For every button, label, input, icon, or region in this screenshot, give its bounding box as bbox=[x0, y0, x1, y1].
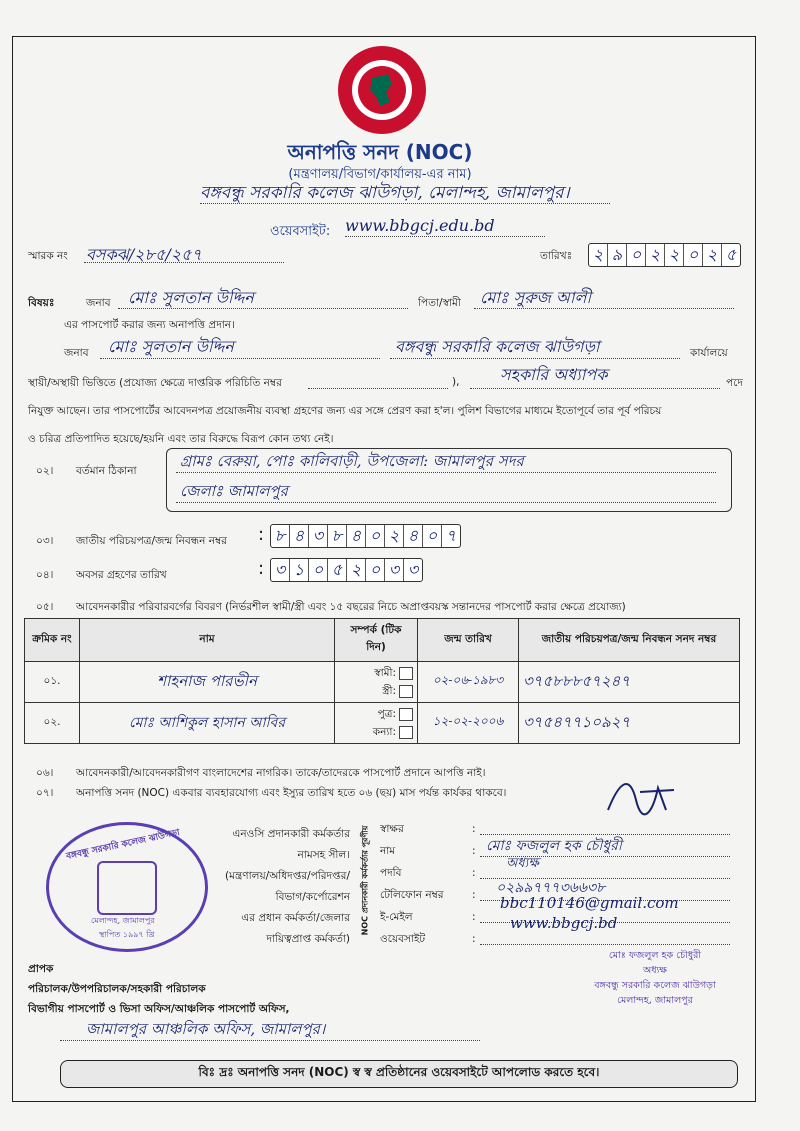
father-label: পিতা/স্বামী bbox=[418, 297, 461, 309]
digit-cell: ৭ bbox=[445, 525, 457, 545]
digit-cell: ৩ bbox=[385, 559, 404, 581]
digit-cell: ২ bbox=[665, 244, 684, 266]
field-label-email: ই-মেইল bbox=[380, 911, 413, 923]
seal-line: বঙ্গবন্ধু সরকারি কলেজ ঝাউগড়া bbox=[594, 980, 716, 991]
digit-cell: ১ bbox=[290, 559, 309, 581]
digit-cell: ৪ bbox=[404, 525, 423, 547]
body-paragraph-2: ও চরিত্র প্রতিপাদিত হয়েছে/হয়নি এবং তার বিরুদ্ধে বিরূপ কোন তথ্য নেই। bbox=[28, 433, 334, 445]
seal-line: মেলান্দহ, জামালপুর bbox=[617, 995, 693, 1006]
government-emblem-icon bbox=[336, 44, 428, 136]
subject-label: বিষয়ঃ bbox=[28, 297, 55, 309]
seal-line: অধ্যক্ষ bbox=[642, 965, 667, 976]
retire-digits bbox=[270, 558, 423, 582]
address-line-1: গ্রামঃ বেরুয়া, পোঃ কালিবাড়ী, উপজেলা: জামালপুর সদর bbox=[180, 452, 524, 470]
nid-label: জাতীয় পরিচয়পত্র/জন্ম নিবন্ধন নম্বর bbox=[76, 535, 227, 547]
row-name: মোঃ আশিকুল হাসান আবির bbox=[80, 703, 335, 744]
table-row bbox=[25, 662, 740, 703]
digit-cell: ০ bbox=[627, 244, 646, 266]
body-office: বঙ্গবন্ধু সরকারি কলেজ ঝাউগড়া bbox=[395, 337, 600, 356]
signatory-field-labels bbox=[380, 818, 444, 950]
left-line: বিভাগ/কর্পোরেশন bbox=[275, 891, 350, 903]
retire-colon: : bbox=[258, 558, 265, 579]
relation-checkbox[interactable] bbox=[399, 726, 413, 739]
col-relation: সম্পর্ক (টিক দিন) bbox=[335, 619, 418, 662]
item-05-number: ০৫। bbox=[36, 601, 54, 613]
table-row bbox=[25, 703, 740, 744]
left-line: এনওসি প্রদানকারী কর্মকর্তার bbox=[232, 828, 350, 840]
date-digits bbox=[588, 243, 741, 267]
nid-digits bbox=[270, 524, 461, 548]
digit-cell: ৩ bbox=[407, 559, 419, 579]
declaration-07: অনাপত্তি সনদ (NOC) একবার ব্যবহারযোগ্য এবং ইস্যুর তারিখ হতে ০৬ (ছয়) মাস পর্যন্ত কার্যকর থাকবে। bbox=[76, 787, 507, 799]
row-sl: ০২. bbox=[25, 703, 80, 744]
row-sl: ০১. bbox=[25, 662, 80, 703]
body-line2-prefix: স্থায়ী/অস্থায়ী ভিত্তিতে (প্রযোজ্য ক্ষেত্রে দাপ্তরিক পরিচিতি নম্বর bbox=[28, 377, 282, 389]
signatory-designation-value: অধ্যক্ষ bbox=[506, 856, 539, 871]
retire-label: অবসর গ্রহণের তারিখ bbox=[76, 569, 167, 581]
subject-janab: জনাব bbox=[86, 297, 111, 309]
stamp-year: স্থাপিত ১৯৯৭ খ্রি bbox=[99, 930, 155, 939]
digit-cell: ৩ bbox=[309, 525, 328, 547]
relation-checkbox[interactable] bbox=[399, 685, 413, 698]
signatory-email-value: bbc110146@gmail.com bbox=[500, 894, 679, 912]
digit-cell: ০ bbox=[309, 559, 328, 581]
row-dob: ১২-০২-২০০৬ bbox=[418, 703, 519, 744]
relation-label-1: স্বামী: bbox=[374, 667, 396, 679]
signatory-name-value: মোঃ ফজলুল হক চৌধুরী bbox=[486, 838, 622, 854]
nid-colon: : bbox=[258, 524, 265, 545]
item-03-number: ০৩। bbox=[36, 535, 54, 547]
subject-purpose: এর পাসপোর্ট করার জন্য অনাপত্তি প্রদান। bbox=[64, 319, 235, 331]
digit-cell: ০ bbox=[684, 244, 703, 266]
left-line: (মন্ত্রণালয়/অধিদপ্তর/পরিদপ্তর/ bbox=[225, 870, 350, 882]
body-office-suffix: কার্যালয়ে bbox=[690, 347, 728, 359]
relation-label-2: স্ত্রী: bbox=[382, 685, 396, 697]
emblem-text: গণপ্রজাতন্ত্রী বাংলাদেশ সরকার bbox=[346, 6, 359, 7]
row-nid: ৩৭৫৪৭৭১০৯২৭ bbox=[519, 703, 740, 744]
body-line2-mid: ), bbox=[452, 376, 460, 388]
body-name: মোঃ সুলতান উদ্দিন bbox=[108, 337, 234, 356]
left-line: দায়িত্বপ্রাপ্ত কর্মকর্তা) bbox=[266, 933, 350, 945]
col-nid: জাতীয় পরিচয়পত্র/জন্ম নিবন্ধন সনদ নম্বর bbox=[519, 619, 740, 662]
address-label: বর্তমান ঠিকানা bbox=[76, 465, 137, 477]
recipient-label: প্রাপক bbox=[28, 963, 54, 975]
digit-cell: ৮ bbox=[271, 525, 290, 547]
footer-note-text: বিঃ দ্রঃ অনাপত্তি সনদ (NOC) স্ব স্ব প্রতিষ্ঠানের ওয়েবসাইটে আপলোড করতে হবে। bbox=[198, 1065, 600, 1079]
seal-line: মোঃ ফজলুল হক চৌধুরী bbox=[608, 950, 702, 961]
digit-cell: ৪ bbox=[290, 525, 309, 547]
digit-cell: ২ bbox=[589, 244, 608, 266]
row-nid: ৩৭৫৮৮৮৫৭২৪৭ bbox=[519, 662, 740, 703]
digit-cell: ০ bbox=[366, 559, 385, 581]
document-subtitle: (মন্ত্রণালয়/বিভাগ/কার্যালয়-এর নাম) bbox=[288, 167, 472, 182]
digit-cell: ৫ bbox=[328, 559, 347, 581]
digit-cell: ০ bbox=[423, 525, 442, 547]
document-title: অনাপত্তি সনদ (NOC) bbox=[287, 140, 473, 164]
item-02-number: ০২। bbox=[36, 465, 54, 477]
digit-cell: ২ bbox=[347, 559, 366, 581]
body-paragraph: নিযুক্ত আছেন। তার পাসপোর্টের আবেদনপত্র প্রয়োজনীয় ব্যবস্থা গ্রহণের জন্য এর সঙ্গে প্রেরণ করা হ'ল। পুলিশ বিভাগের মাধ্যমে ইতোপূর্বে তার পূর্ব পরিচয় bbox=[28, 405, 662, 417]
office-name-handwritten: বঙ্গবন্ধু সরকারি কলেজ ঝাউগড়া, মেলান্দহ, জামালপুর। bbox=[200, 183, 570, 203]
signatory-colons: : : : : : : bbox=[472, 823, 476, 945]
digit-cell: ৩ bbox=[271, 559, 290, 581]
digit-cell: ০ bbox=[366, 525, 385, 547]
subject-name: মোঃ সুলতান উদ্দিন bbox=[128, 288, 254, 307]
signatory-website-value: www.bbgcj.bd bbox=[510, 914, 618, 932]
field-label-name: নাম bbox=[380, 845, 396, 857]
signature-icon bbox=[600, 770, 680, 820]
official-seal bbox=[560, 948, 750, 1008]
relation-label-1: পুত্র: bbox=[377, 708, 396, 720]
row-relation bbox=[335, 703, 418, 744]
stamp-text: বঙ্গবন্ধু সরকারি কলেজ ঝাউগড়া bbox=[65, 828, 181, 862]
item-06-number: ০৬। bbox=[36, 767, 54, 779]
col-sl: ক্রমিক নং bbox=[25, 619, 80, 662]
website-value: www.bbgcj.edu.bd bbox=[345, 216, 495, 235]
vertical-label-container bbox=[356, 810, 370, 950]
footer-note bbox=[60, 1060, 738, 1088]
body-line2-suffix: পদে bbox=[726, 377, 743, 389]
father-name: মোঃ সুরুজ আলী bbox=[480, 288, 592, 307]
family-table bbox=[24, 618, 740, 744]
stamp-book-icon bbox=[97, 861, 157, 915]
digit-cell: ২ bbox=[385, 525, 404, 547]
row-relation bbox=[335, 662, 418, 703]
digit-cell: ২ bbox=[646, 244, 665, 266]
col-name: নাম bbox=[80, 619, 335, 662]
field-label-designation: পদবি bbox=[380, 867, 402, 879]
address-line-2: জেলাঃ জামালপুর bbox=[180, 482, 288, 500]
body-janab: জনাব bbox=[64, 347, 89, 359]
declaration-06: আবেদনকারী/আবেদনকারীগণ বাংলাদেশের নাগরিক। তাকে/তাদেরকে পাসপোর্ট প্রদানে আপত্তি নাই। bbox=[76, 767, 486, 779]
recipient-line-2: বিভাগীয় পাসপোর্ট ও ভিসা অফিস/আঞ্চলিক পাসপোর্ট অফিস, bbox=[28, 1003, 290, 1015]
date-label: তারিখঃ bbox=[540, 250, 573, 262]
left-line: এর প্রধান কর্মকর্তা/জেলার bbox=[241, 912, 350, 924]
row-name: শাহনাজ পারভীন bbox=[80, 662, 335, 703]
digit-cell: ৪ bbox=[347, 525, 366, 547]
item-04-number: ০৪। bbox=[36, 569, 54, 581]
digit-cell: ৫ bbox=[725, 244, 737, 264]
vertical-label: NOC প্রদানকারী কর্মকর্তার পূরণীয় bbox=[360, 825, 370, 936]
website-label: ওয়েবসাইট: bbox=[270, 224, 331, 239]
signatory-phone-value: ০২৯৯৭৭৭৩৬৬৩৮ bbox=[496, 880, 606, 896]
relation-checkbox[interactable] bbox=[399, 667, 413, 680]
digit-cell: ২ bbox=[703, 244, 722, 266]
memo-value: বসকঝ/২৮৫/২৫৭ bbox=[86, 245, 202, 264]
digit-cell: ৮ bbox=[328, 525, 347, 547]
family-label: আবেদনকারীর পরিবারবর্গের বিবরণ (নির্ভরশীল স্বামী/স্ত্রী এবং ১৫ বছরের নিচে অপ্রাপ্তবয়স্ক সন্তানদের পাসপোর্ট করার ক্ষেত্রে প্রযোজ্য) bbox=[76, 601, 626, 613]
left-line: নামসহ সীল। bbox=[297, 849, 350, 861]
relation-label-2: কন্যা: bbox=[372, 726, 396, 738]
field-label-signature: স্বাক্ষর bbox=[380, 823, 404, 835]
relation-checkbox[interactable] bbox=[399, 708, 413, 721]
col-dob: জন্ম তারিখ bbox=[418, 619, 519, 662]
field-label-website: ওয়েবসাইট bbox=[380, 933, 426, 945]
college-round-stamp bbox=[46, 822, 208, 952]
stamp-sub: মেলান্দহ, জামালপুর bbox=[91, 916, 155, 925]
recipient-line-1: পরিচালক/উপপরিচালক/সহকারী পরিচালক bbox=[28, 983, 206, 995]
row-dob: ০২-০৬-১৯৮৩ bbox=[418, 662, 519, 703]
field-label-phone: টেলিফোন নম্বর bbox=[380, 889, 444, 901]
item-07-number: ০৭। bbox=[36, 787, 54, 799]
recipient-line-3: জামালপুর আঞ্চলিক অফিস, জামালপুর। bbox=[86, 1020, 326, 1038]
body-designation: সহকারি অধ্যাপক bbox=[500, 365, 608, 384]
memo-label: স্মারক নং bbox=[28, 250, 68, 262]
signatory-left-lines bbox=[208, 824, 350, 950]
digit-cell: ৯ bbox=[608, 244, 627, 266]
